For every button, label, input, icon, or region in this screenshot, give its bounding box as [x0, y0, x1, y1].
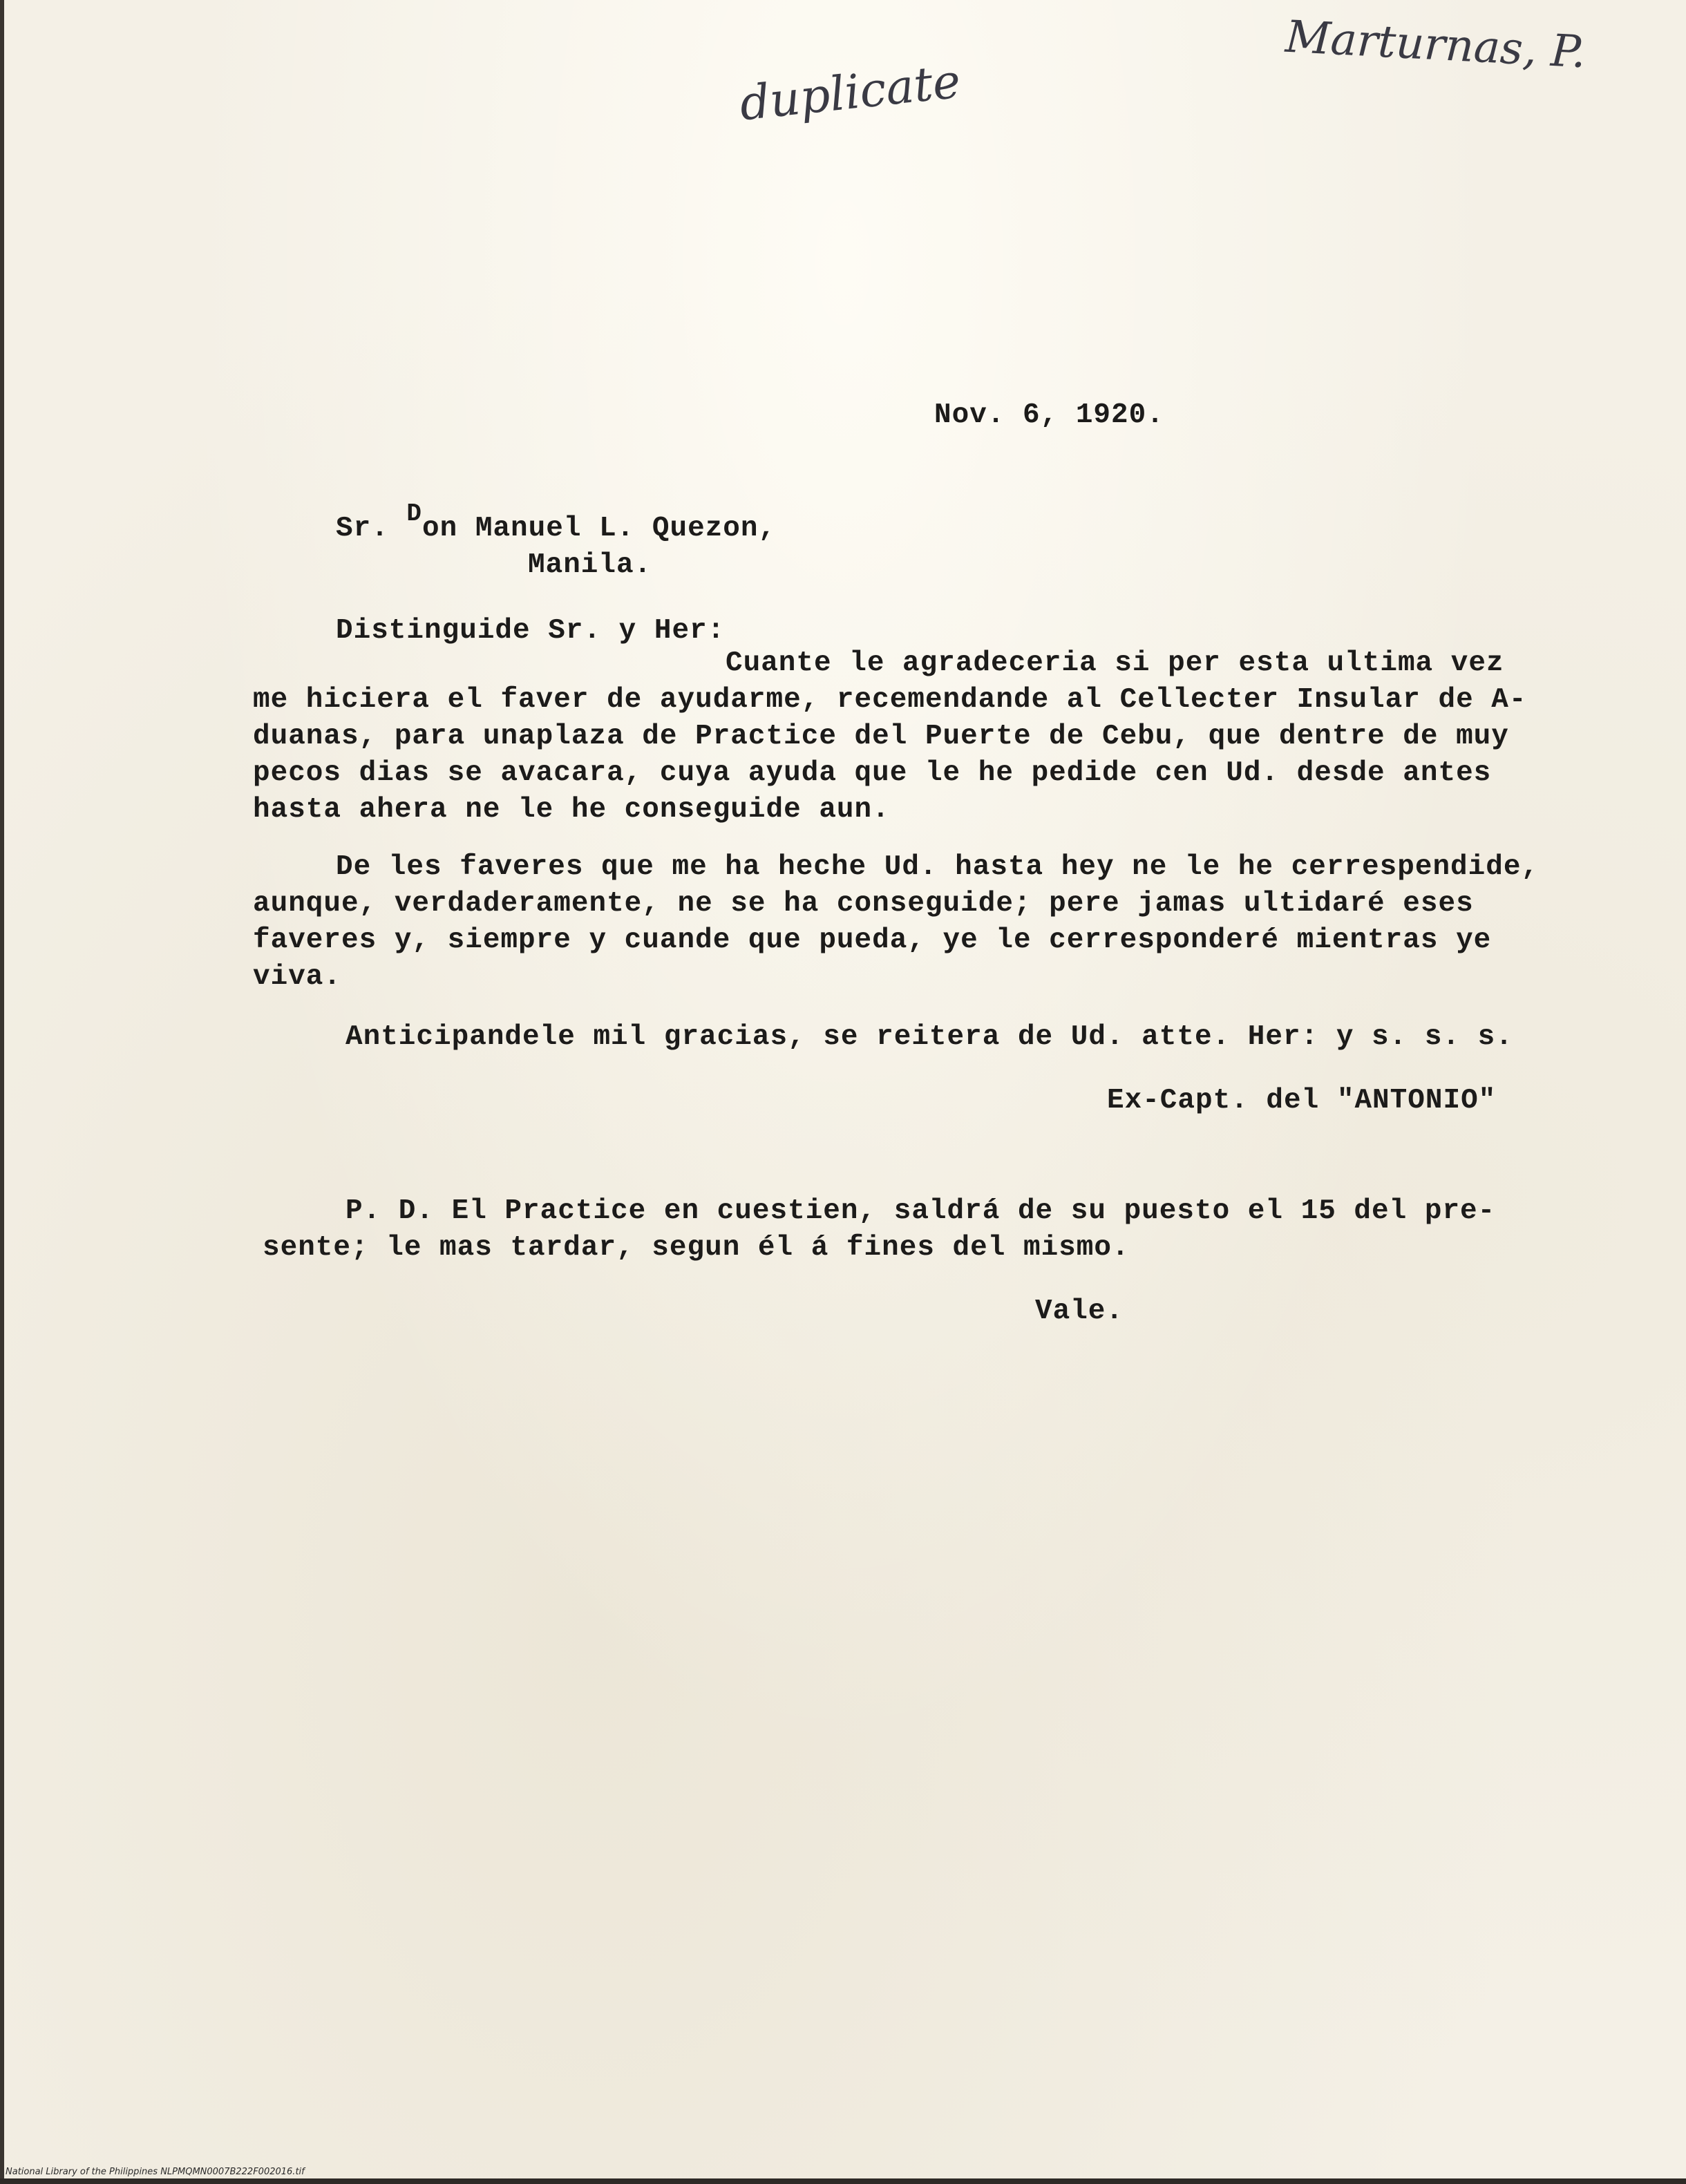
paragraph1-line: hasta ahera ne le he conseguide aun.: [253, 794, 890, 826]
signature-line: Ex-Capt. del "ANTONIO": [1107, 1085, 1497, 1117]
paragraph2-line: faveres y, siempre y cuande que pueda, ye le cerresponderé mientras ye: [253, 924, 1492, 956]
salutation: Distinguide Sr. y Her:: [336, 615, 726, 647]
letter-date: Nov. 6, 1920.: [934, 399, 1164, 431]
handwritten-name-note: Marturnas, P.: [1284, 11, 1587, 79]
addressee-prefix: Sr.: [336, 513, 407, 544]
scan-edge-left: [0, 0, 4, 2184]
archive-source-line: National Library of the Philippines NLPMQMN0007B222F002016.tif: [6, 2167, 305, 2177]
addressee-superscript: D: [406, 500, 423, 528]
paragraph2-line: De les faveres que me ha heche Ud. hasta hey ne le he cerrespendide,: [336, 851, 1540, 883]
postscript-line: P. D. El Practice en cuestien, saldrá de su puesto el 15 del pre-: [345, 1195, 1496, 1227]
paragraph1-line: pecos dias se avacara, cuya ayuda que le he pedide cen Ud. desde antes: [253, 757, 1492, 789]
addressee-city: Manila.: [528, 549, 652, 581]
addressee-name: on Manuel L. Quezon,: [422, 513, 777, 544]
closing-line: Anticipandele mil gracias, se reitera de Ud. atte. Her: y s. s. s.: [345, 1021, 1513, 1053]
paragraph2-line: viva.: [253, 961, 342, 993]
paragraph1-line: me hiciera el faver de ayudarme, recemendande al Cellecter Insular de A-: [253, 684, 1527, 716]
paragraph2-line: aunque, verdaderamente, ne se ha conseguide; pere jamas ultidaré eses: [253, 888, 1474, 920]
scan-edge-bottom: [0, 2178, 1686, 2184]
postscript-line: sente; le mas tardar, segun él á fines del mismo.: [263, 1232, 1130, 1264]
paragraph1-line: Cuante le agradeceria si per esta ultima vez: [726, 647, 1504, 679]
paragraph1-line: duanas, para unaplaza de Practice del Puerte de Cebu, que dentre de muy: [253, 721, 1509, 752]
vale-line: Vale.: [1035, 1295, 1124, 1327]
addressee-line: [336, 500, 777, 544]
handwritten-duplicate-note: duplicate: [737, 54, 963, 132]
